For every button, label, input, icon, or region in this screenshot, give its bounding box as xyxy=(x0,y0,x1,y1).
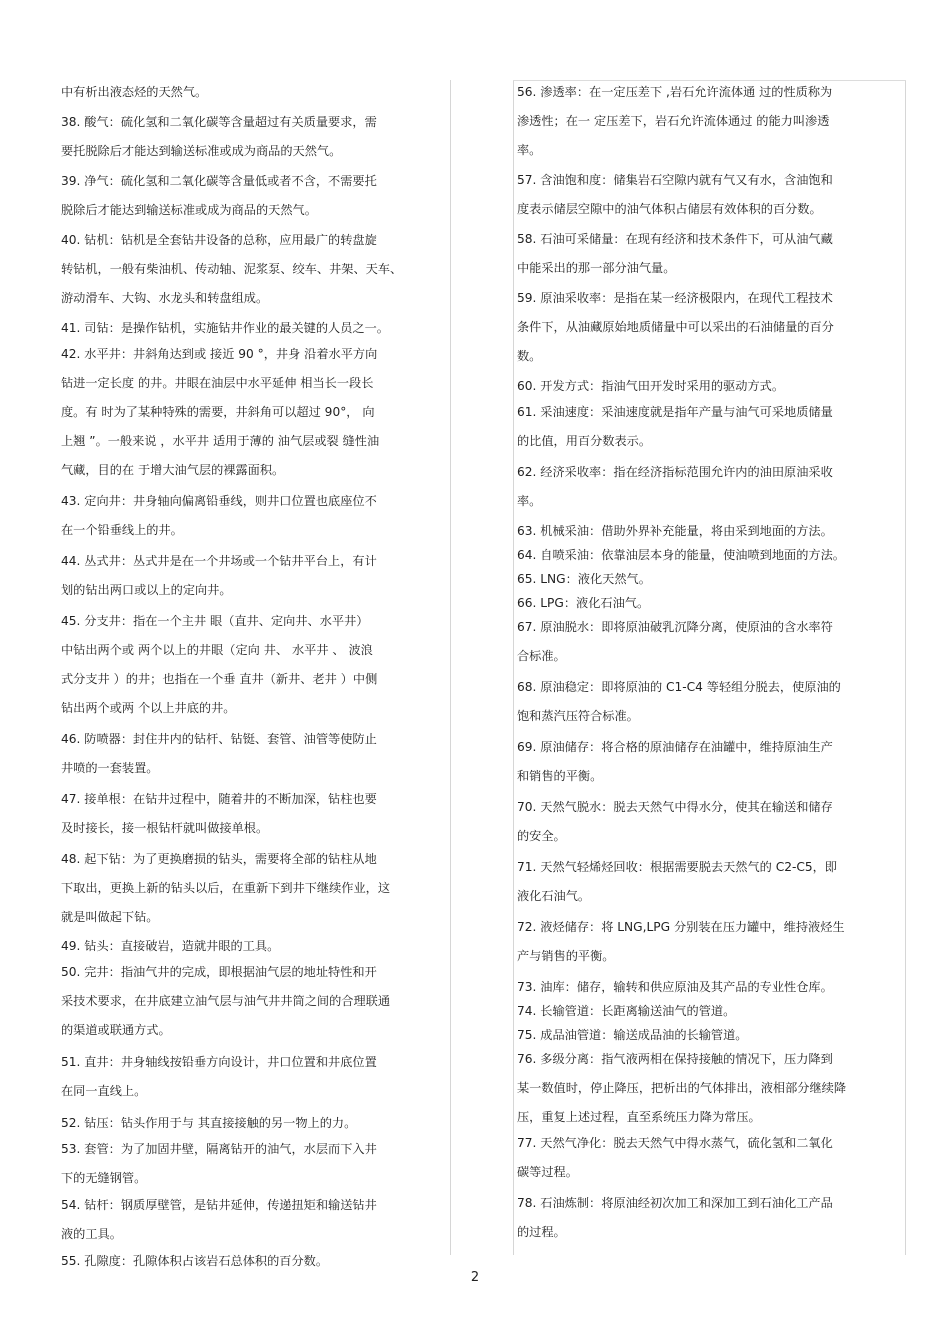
glossary-entry xyxy=(517,225,907,283)
entry-line: 气藏，目的在 于增大油气层的裸露面积。 xyxy=(61,463,285,477)
entry-line: 39. 净气：硫化氢和二氧化碳等含量低或者不含，不需要托 xyxy=(61,174,377,188)
glossary-entry xyxy=(61,1048,451,1106)
entry-line: 的渠道或联通方式。 xyxy=(61,1023,171,1037)
entry-line: 55. 孔隙度：孔隙体积占该岩石总体积的百分数。 xyxy=(61,1254,329,1268)
entry-line: 74. 长输管道：长距离输送油气的管道。 xyxy=(517,1004,736,1018)
glossary-entry xyxy=(61,932,451,961)
glossary-entry xyxy=(517,78,907,165)
glossary-entry xyxy=(61,78,451,107)
entry-line: 47. 接单根：在钻井过程中，随着井的不断加深，钻柱也要 xyxy=(61,792,377,806)
entry-line: 数。 xyxy=(517,349,542,363)
entry-line: 44. 丛式井：丛式井是在一个井场或一个钻井平台上，有计 xyxy=(61,554,377,568)
glossary-entry xyxy=(517,673,907,731)
entry-line: 游动滑车、大钩、水龙头和转盘组成。 xyxy=(61,291,269,305)
entry-line: 58. 石油可采储量：在现有经济和技术条件下，可从油气藏 xyxy=(517,232,833,246)
entry-line: 61. 采油速度：采油速度就是指年产量与油气可采地质储量 xyxy=(517,405,833,419)
glossary-entry xyxy=(61,958,451,1045)
entry-line: 63. 机械采油：借助外界补充能量，将由采到地面的方法。 xyxy=(517,524,833,538)
glossary-entry xyxy=(517,284,907,371)
entry-line: 40. 钻机：钻机是全套钻井设备的总称，应用最广的转盘旋 xyxy=(61,233,377,247)
glossary-entry xyxy=(61,1191,451,1249)
entry-line: 和销售的平衡。 xyxy=(517,769,603,783)
entry-line: 中能采出的那一部分油气量。 xyxy=(517,261,676,275)
entry-line: 的安全。 xyxy=(517,829,566,843)
entry-line: 要托脱除后才能达到输送标准或成为商品的天然气。 xyxy=(61,144,342,158)
page-number: 2 xyxy=(470,1270,480,1285)
entry-line: 57. 含油饱和度：储集岩石空隙内就有气又有水，含油饱和 xyxy=(517,173,833,187)
entry-line: 划的钻出两口或以上的定向井。 xyxy=(61,583,232,597)
entry-line: 下取出，更换上新的钻头以后，在重新下到井下继续作业，这 xyxy=(61,881,391,895)
glossary-entry xyxy=(61,167,451,225)
entry-line: 式分支井 ）的井；也指在一个垂 直井（新井、老井 ）中侧 xyxy=(61,672,378,686)
entry-line: 43. 定向井：井身轴向偏离铅垂线，则井口位置也底座位不 xyxy=(61,494,377,508)
glossary-entry xyxy=(517,1189,907,1247)
glossary-entry xyxy=(61,607,451,723)
entry-line: 73. 油库：储存，输转和供应原油及其产品的专业性仓库。 xyxy=(517,980,833,994)
glossary-entry xyxy=(61,1109,451,1138)
entry-line: 上翘 ”。一般来说 ，水平井 适用于薄的 油气层或裂 缝性油 xyxy=(61,434,380,448)
glossary-entry xyxy=(61,487,451,545)
entry-line: 59. 原油采收率：是指在某一经济极限内，在现代工程技术 xyxy=(517,291,833,305)
entry-line: 就是叫做起下钻。 xyxy=(61,910,159,924)
entry-line: 采技术要求，在井底建立油气层与油气井井筒之间的合理联通 xyxy=(61,994,391,1008)
entry-line: 度表示储层空隙中的油气体积占储层有效体积的百分数。 xyxy=(517,202,822,216)
entry-line: 51. 直井：井身轴线按铅垂方向设计，井口位置和井底位置 xyxy=(61,1055,377,1069)
entry-line: 53. 套管：为了加固井壁，隔离钻开的油气，水层而下入井 xyxy=(61,1142,377,1156)
entry-line: 66. LPG：液化石油气。 xyxy=(517,596,650,610)
entry-line: 中有析出液态烃的天然气。 xyxy=(61,85,208,99)
entry-line: 在同一直线上。 xyxy=(61,1084,147,1098)
entry-line: 合标准。 xyxy=(517,649,566,663)
entry-line: 某一数值时，停止降压，把析出的气体排出，液相部分继续降 xyxy=(517,1081,847,1095)
entry-line: 75. 成品油管道：输送成品油的长输管道。 xyxy=(517,1028,748,1042)
entry-line: 38. 酸气：硫化氢和二氧化碳等含量超过有关质量要求，需 xyxy=(61,115,377,129)
entry-line: 70. 天然气脱水：脱去天然气中得水分，使其在输送和储存 xyxy=(517,800,833,814)
glossary-entry xyxy=(517,166,907,224)
entry-line: 68. 原油稳定：即将原油的 C1-C4 等轻组分脱去，使原油的 xyxy=(517,680,841,694)
entry-line: 72. 液烃储存：将 LNG,LPG 分别装在压力罐中，维持液烃生 xyxy=(517,920,845,934)
glossary-entry xyxy=(517,793,907,851)
entry-line: 50. 完井：指油气井的完成，即根据油气层的地址特性和开 xyxy=(61,965,377,979)
entry-line: 脱除后才能达到输送标准或成为商品的天然气。 xyxy=(61,203,317,217)
glossary-entry xyxy=(517,372,907,401)
entry-line: 中钻出两个或 两个以上的井眼（定向 井、 水平井 、 波浪 xyxy=(61,643,373,657)
entry-line: 60. 开发方式：指油气田开发时采用的驱动方式。 xyxy=(517,379,785,393)
entry-line: 71. 天然气轻烯烃回收：根据需要脱去天然气的 C2-C5，即 xyxy=(517,860,837,874)
entry-line: 渗透性；在一 定压差下，岩石允许流体通过 的能力叫渗透 xyxy=(517,114,830,128)
entry-line: 率。 xyxy=(517,494,542,508)
entry-line: 钻出两个或两 个以上井底的井。 xyxy=(61,701,236,715)
entry-line: 64. 自喷采油：依靠油层本身的能量，使油喷到地面的方法。 xyxy=(517,548,845,562)
right-column-border-left xyxy=(513,80,514,1255)
entry-line: 54. 钻杆：钢质厚壁管，是钻井延伸，传递扭矩和输送钻井 xyxy=(61,1198,377,1212)
glossary-entry xyxy=(61,845,451,932)
entry-line: 压，重复上述过程，直至系统压力降为常压。 xyxy=(517,1110,761,1124)
entry-line: 52. 钻压：钻头作用于与 其直接接触的另一物上的力。 xyxy=(61,1116,357,1130)
entry-line: 条件下，从油藏原始地质储量中可以采出的石油储量的百分 xyxy=(517,320,834,334)
glossary-entry xyxy=(61,340,451,485)
glossary-entry xyxy=(61,725,451,783)
right-column xyxy=(517,78,907,1247)
glossary-entry xyxy=(517,613,907,671)
entry-line: 液的工具。 xyxy=(61,1227,122,1241)
glossary-entry xyxy=(517,1045,907,1132)
glossary-entry xyxy=(517,398,907,456)
entry-line: 饱和蒸汽压符合标准。 xyxy=(517,709,639,723)
entry-line: 78. 石油炼制：将原油经初次加工和深加工到石油化工产品 xyxy=(517,1196,833,1210)
entry-line: 56. 渗透率：在一定压差下 ,岩石允许流体通 过的性质称为 xyxy=(517,85,833,99)
entry-line: 及时接长，接一根钻杆就叫做接单根。 xyxy=(61,821,269,835)
glossary-entry xyxy=(61,547,451,605)
glossary-entry xyxy=(517,458,907,516)
entry-line: 转钻机，一般有柴油机、传动轴、泥浆泵、绞车、井架、天车、 xyxy=(61,262,403,276)
glossary-entry xyxy=(517,853,907,911)
entry-line: 下的无缝钢管。 xyxy=(61,1171,147,1185)
entry-line: 的过程。 xyxy=(517,1225,566,1239)
entry-line: 62. 经济采收率：指在经济指标范围允许内的油田原油采收 xyxy=(517,465,833,479)
entry-line: 在一个铅垂线上的井。 xyxy=(61,523,183,537)
left-column xyxy=(61,78,451,1276)
glossary-entry xyxy=(61,108,451,166)
glossary-entry xyxy=(61,1135,451,1193)
glossary-entry xyxy=(61,785,451,843)
glossary-entry xyxy=(517,1129,907,1187)
entry-line: 65. LNG：液化天然气。 xyxy=(517,572,651,586)
entry-line: 液化石油气。 xyxy=(517,889,591,903)
entry-line: 度。有 时为了某种特殊的需要，井斜角可以超过 90°， 向 xyxy=(61,405,375,419)
entry-line: 的比值，用百分数表示。 xyxy=(517,434,652,448)
entry-line: 钻进一定长度 的井。井眼在油层中水平延伸 相当长一段长 xyxy=(61,376,374,390)
entry-line: 69. 原油储存：将合格的原油储存在油罐中，维持原油生产 xyxy=(517,740,833,754)
entry-line: 46. 防喷器：封住井内的钻杆、钻铤、套管、油管等使防止 xyxy=(61,732,377,746)
entry-line: 碳等过程。 xyxy=(517,1165,578,1179)
glossary-entry xyxy=(61,226,451,313)
entry-line: 井喷的一套装置。 xyxy=(61,761,159,775)
entry-line: 49. 钻头：直接破岩，造就井眼的工具。 xyxy=(61,939,280,953)
entry-line: 48. 起下钻：为了更换磨损的钻头，需要将全部的钻柱从地 xyxy=(61,852,377,866)
entry-line: 67. 原油脱水：即将原油破乳沉降分离，使原油的含水率符 xyxy=(517,620,833,634)
entry-line: 77. 天然气净化：脱去天然气中得水蒸气，硫化氢和二氧化 xyxy=(517,1136,833,1150)
glossary-entry xyxy=(517,913,907,971)
entry-line: 率。 xyxy=(517,143,542,157)
entry-line: 42. 水平井：井斜角达到或 接近 90 °，井身 沿着水平方向 xyxy=(61,347,378,361)
glossary-entry xyxy=(517,733,907,791)
entry-line: 41. 司钻：是操作钻机，实施钻井作业的最关键的人员之一。 xyxy=(61,321,389,335)
entry-line: 产与销售的平衡。 xyxy=(517,949,615,963)
entry-line: 45. 分支井：指在一个主井 眼（直井、定向井、水平井） xyxy=(61,614,369,628)
glossary-entry xyxy=(61,314,451,343)
entry-line: 76. 多级分离：指气液两相在保持接触的情况下，压力降到 xyxy=(517,1052,833,1066)
